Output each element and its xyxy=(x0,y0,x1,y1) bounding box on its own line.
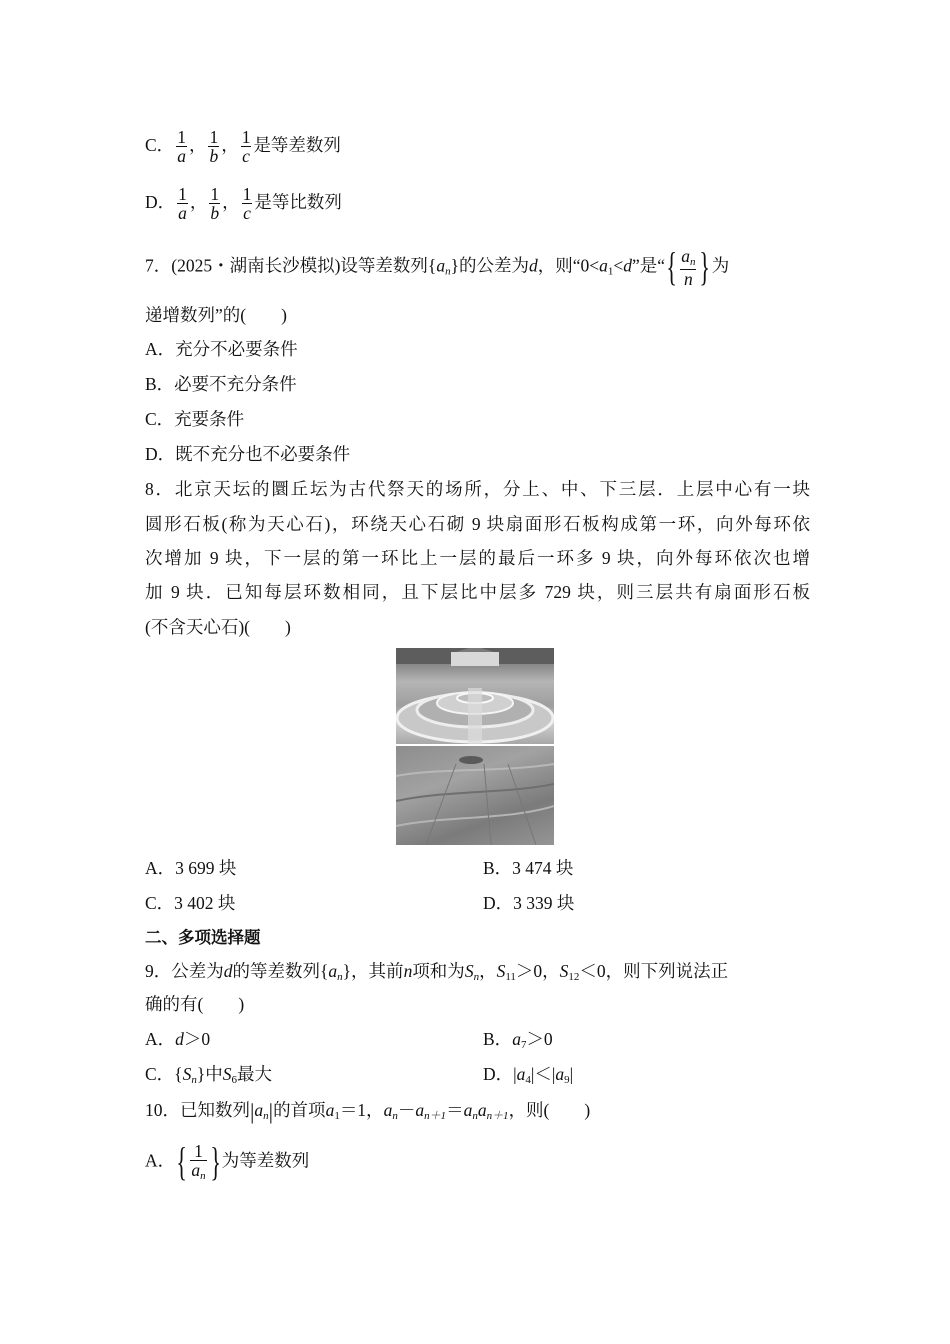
left-brace: { xyxy=(666,244,677,290)
right-brace: } xyxy=(699,244,711,290)
q10-option-a: A．{ $\frac{1}{a_n}$ }为等差数列 xyxy=(145,1139,310,1185)
fraction-1-over-b: $\frac{1}{b}$ xyxy=(209,127,219,167)
q8-option-a: A．3 699 块 xyxy=(145,858,237,878)
q8-option-b: B．3 474 块 xyxy=(483,858,574,878)
stone-pavement-illustration xyxy=(396,746,554,845)
q8-stem-line1: 8．北京天坛的圜丘坛为古代祭天的场所，分上、中、下三层．上层中心有一块 xyxy=(145,479,810,499)
q8-stem-line2: 圆形石板(称为天心石)，环绕天心石砌 9 块扇面形石板构成第一环，向外每环依 xyxy=(145,514,810,534)
heavenly-center-stone-photo xyxy=(396,746,554,845)
q7-stem-line2: 递增数列”的( ) xyxy=(145,305,287,325)
altar-illustration xyxy=(396,648,554,744)
q7-option-a: A．充分不必要条件 xyxy=(145,339,298,359)
fraction-1-over-c: $\frac{1}{c}$ xyxy=(242,184,252,224)
section-heading-multiple-choice: 二、多项选择题 xyxy=(145,928,261,947)
q7-option-d: D．既不充分也不必要条件 xyxy=(145,444,351,464)
q8-option-c: C．3 402 块 xyxy=(145,893,236,913)
q6-option-c: C． $\frac{1}{a}$ ， $\frac{1}{b}$ ， $\frac{1}{c}$ 是等差数列 xyxy=(145,127,341,167)
fraction-1-over-a: $\frac{1}{a}$ xyxy=(177,127,186,167)
q10-stem: 10．已知数列$|a_n|$的首项$a_1=1$，$a_n-a_{n+1}=a_na_{n+1}$，则( ) xyxy=(145,1098,591,1124)
q9-stem-line2: 确的有( ) xyxy=(145,994,245,1014)
right-brace: | xyxy=(268,1098,274,1124)
q7-option-b: B．必要不充分条件 xyxy=(145,374,297,394)
right-brace: } xyxy=(209,1139,221,1185)
left-brace: | xyxy=(250,1098,255,1124)
q8-stem-line3: 次增加 9 块，下一层的第一环比上一层的最后一环多 9 块，向外每环依次也增 xyxy=(145,548,810,568)
fraction-1-over-c: $\frac{1}{c}$ xyxy=(241,127,251,167)
q9-option-d: D．$|a_4|<|a_9|$ xyxy=(483,1064,574,1086)
circular-mound-altar-photo xyxy=(396,648,554,744)
left-brace: { xyxy=(176,1139,188,1185)
fraction-1-over-an: $\frac{1}{a_n}$ xyxy=(191,1141,206,1183)
q7-stem-line1: 7．(2025・湖南长沙模拟)设等差数列$\{a_n\}$的公差为d，则“$0<a_1<d$”是“{ $\frac{a_n}{n}$ }为 xyxy=(145,244,730,290)
q9-option-b: B．$a_7>0$ xyxy=(483,1029,553,1051)
q6-option-d: D． $\frac{1}{a}$ ， $\frac{1}{b}$ ， $\frac{1}{c}$ 是等比数列 xyxy=(145,184,342,224)
q8-option-d: D．3 339 块 xyxy=(483,893,575,913)
q9-option-c: C．$\{S_n\}$中$S_6$最大 xyxy=(145,1064,272,1086)
q9-option-a: A．d＞0 xyxy=(145,1029,211,1049)
temple-of-heaven-figure xyxy=(396,648,554,845)
q7-option-c: C．充要条件 xyxy=(145,409,245,429)
q8-stem-line5: (不含天心石)( ) xyxy=(145,617,291,637)
fraction-1-over-a: $\frac{1}{a}$ xyxy=(178,184,187,224)
q8-stem-line4: 加 9 块．已知每层环数相同，且下层比中层多 729 块，则三层共有扇面形石板 xyxy=(145,582,810,602)
fraction-1-over-b: $\frac{1}{b}$ xyxy=(210,184,220,224)
fraction-an-over-n: $\frac{a_n}{n}$ xyxy=(681,246,696,289)
q9-stem-line1: 9．公差为d的等差数列$\{a_n\}$，其前n项和为$S_n$，$S_{11}>0$，$S_{12}<0$，则下列说法正 xyxy=(145,961,729,983)
